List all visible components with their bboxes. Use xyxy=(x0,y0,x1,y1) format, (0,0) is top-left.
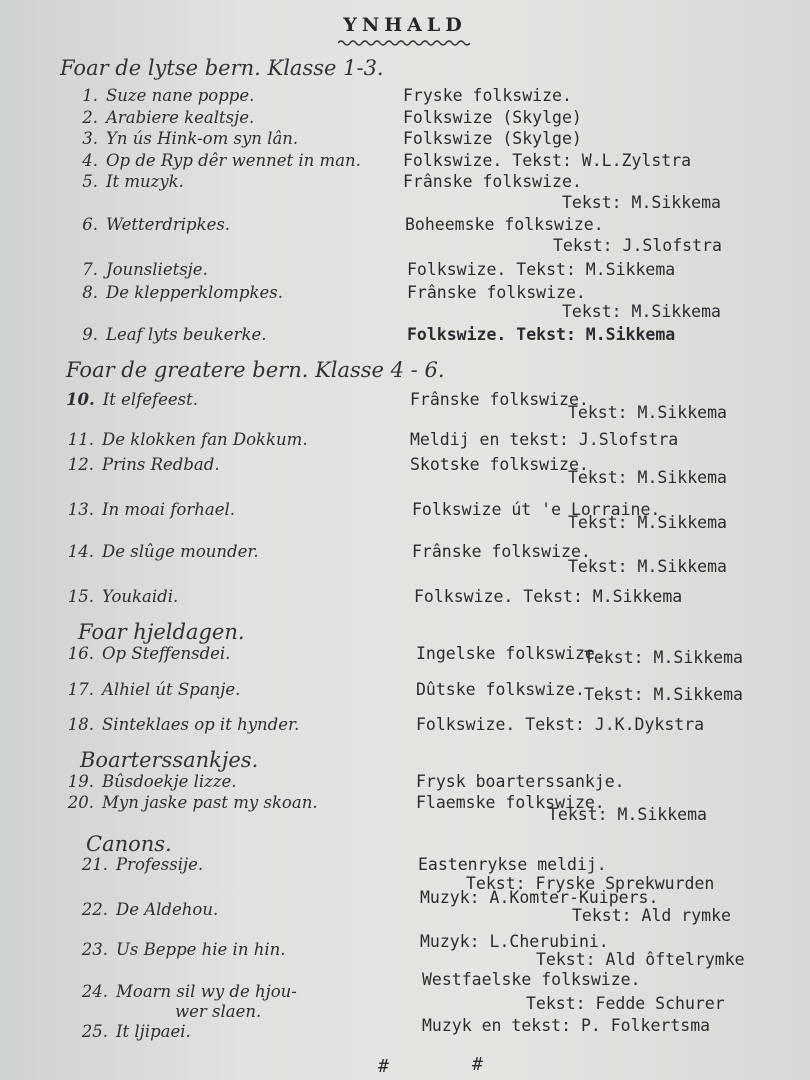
song-lyricist: Tekst: Fedde Schurer xyxy=(526,994,725,1013)
song-title: 15. Youkaidi. xyxy=(67,587,179,606)
section-heading-greatere-bern: Foar de greatere bern. Klasse 4 - 6. xyxy=(66,358,445,382)
song-source: Folkswize. Tekst: M.Sikkema xyxy=(414,587,683,606)
section-heading-lytse-bern: Foar de lytse bern. Klasse 1-3. xyxy=(60,56,384,80)
footer-mark: # xyxy=(378,1056,389,1077)
song-lyricist: Tekst: M.Sikkema xyxy=(568,513,727,532)
song-title: 11. De klokken fan Dokkum. xyxy=(67,430,308,449)
song-title: 9. Leaf lyts beukerke. xyxy=(82,325,267,344)
song-source: Meldij en tekst: J.Slofstra xyxy=(410,430,679,449)
song-title: 3. Yn ús Hink-om syn lân. xyxy=(82,129,299,148)
song-source: Boheemske folkswize. xyxy=(405,215,604,234)
song-source: Folkswize (Skylge) xyxy=(403,129,582,148)
song-title-continuation: wer slaen. xyxy=(175,1002,262,1021)
song-source: Dûtske folkswize. xyxy=(416,680,585,699)
song-source: Ingelske folkswize. xyxy=(416,644,605,663)
list-item xyxy=(0,430,810,454)
song-title: 14. De slûge mounder. xyxy=(67,542,259,561)
song-lyricist: Tekst: M.Sikkema xyxy=(584,685,743,704)
song-title: 25. It ljipaei. xyxy=(81,1022,191,1041)
song-source: Frânske folkswize. xyxy=(412,542,591,561)
song-source: Frysk boarterssankje. xyxy=(416,772,625,791)
song-source: Folkswize (Skylge) xyxy=(403,108,582,127)
song-title: 8. De klepperklompkes. xyxy=(82,283,283,302)
song-source: Eastenrykse meldij. xyxy=(418,855,607,874)
song-lyricist: Tekst: J.Slofstra xyxy=(553,236,722,255)
song-source: Fryske folkswize. xyxy=(403,86,572,105)
song-title: 24. Moarn sil wy de hjou- xyxy=(81,982,297,1001)
song-source: Westfaelske folkswize. xyxy=(422,970,641,989)
song-lyricist: Tekst: M.Sikkema xyxy=(548,805,707,824)
song-title: 6. Wetterdripkes. xyxy=(82,215,231,234)
song-source: Folkswize. Tekst: M.Sikkema xyxy=(407,260,676,279)
song-title: 10. It elfefeest. xyxy=(66,390,199,409)
song-lyricist: Tekst: Fryske Sprekwurden xyxy=(466,874,715,893)
song-title: 16. Op Steffensdei. xyxy=(67,644,231,663)
song-lyricist: Tekst: M.Sikkema xyxy=(568,403,727,422)
song-source: Folkswize út 'e Lorraine. xyxy=(412,500,661,519)
song-lyricist: Tekst: Ald ôftelrymke xyxy=(536,950,745,969)
song-source: Muzyk: A.Komter-Kuipers. xyxy=(420,888,659,907)
song-title: 22. De Aldehou. xyxy=(81,900,219,919)
song-source: Muzyk en tekst: P. Folkertsma xyxy=(422,1016,711,1035)
song-title: 13. In moai forhael. xyxy=(67,500,236,519)
song-source: Folkswize. Tekst: M.Sikkema xyxy=(407,325,676,344)
song-source: Frânske folkswize. xyxy=(403,172,582,191)
page-title: YNHALD xyxy=(343,14,467,36)
song-lyricist: Tekst: M.Sikkema xyxy=(568,468,727,487)
song-title: 2. Arabiere kealtsje. xyxy=(82,108,255,127)
song-source: Frânske folkswize. xyxy=(407,283,586,302)
list-item xyxy=(0,86,810,110)
list-item xyxy=(0,260,810,284)
song-title: 21. Professije. xyxy=(81,855,204,874)
song-source: Folkswize. Tekst: W.L.Zylstra xyxy=(403,151,692,170)
song-lyricist: Tekst: M.Sikkema xyxy=(584,648,743,667)
section-heading-hjeldagen: Foar hjeldagen. xyxy=(78,620,245,644)
song-lyricist: Tekst: M.Sikkema xyxy=(562,193,721,212)
song-lyricist: Tekst: M.Sikkema xyxy=(568,557,727,576)
song-title: 4. Op de Ryp dêr wennet in man. xyxy=(82,151,361,170)
title-underline-ornament xyxy=(338,39,472,47)
song-source: Muzyk: L.Cherubini. xyxy=(420,932,609,951)
song-source: Flaemske folkswize. xyxy=(416,793,605,812)
song-source: Frânske folkswize. xyxy=(410,390,589,409)
song-title: 19. Bûsdoekje lizze. xyxy=(67,772,237,791)
song-lyricist: Tekst: M.Sikkema xyxy=(562,302,721,321)
song-title: 12. Prins Redbad. xyxy=(67,455,220,474)
list-item xyxy=(0,129,810,153)
list-item xyxy=(0,1016,810,1046)
list-item xyxy=(0,715,810,739)
section-heading-boarterssankjes: Boarterssankjes. xyxy=(80,748,259,772)
song-title: 20. Myn jaske past my skoan. xyxy=(67,793,318,812)
section-heading-canons: Canons. xyxy=(86,832,172,856)
song-title: 5. It muzyk. xyxy=(82,172,184,191)
footer-mark: # xyxy=(472,1054,483,1075)
song-title: 23. Us Beppe hie in hin. xyxy=(81,940,286,959)
song-title: 17. Alhiel út Spanje. xyxy=(67,680,241,699)
list-item xyxy=(0,325,810,349)
song-title: 1. Suze nane poppe. xyxy=(82,86,255,105)
song-lyricist: Tekst: Ald rymke xyxy=(572,906,731,925)
song-title: 7. Jounslietsje. xyxy=(82,260,208,279)
song-source: Folkswize. Tekst: J.K.Dykstra xyxy=(416,715,705,734)
song-source: Skotske folkswize. xyxy=(410,455,589,474)
list-item xyxy=(0,587,810,611)
song-title: 18. Sinteklaes op it hynder. xyxy=(67,715,300,734)
